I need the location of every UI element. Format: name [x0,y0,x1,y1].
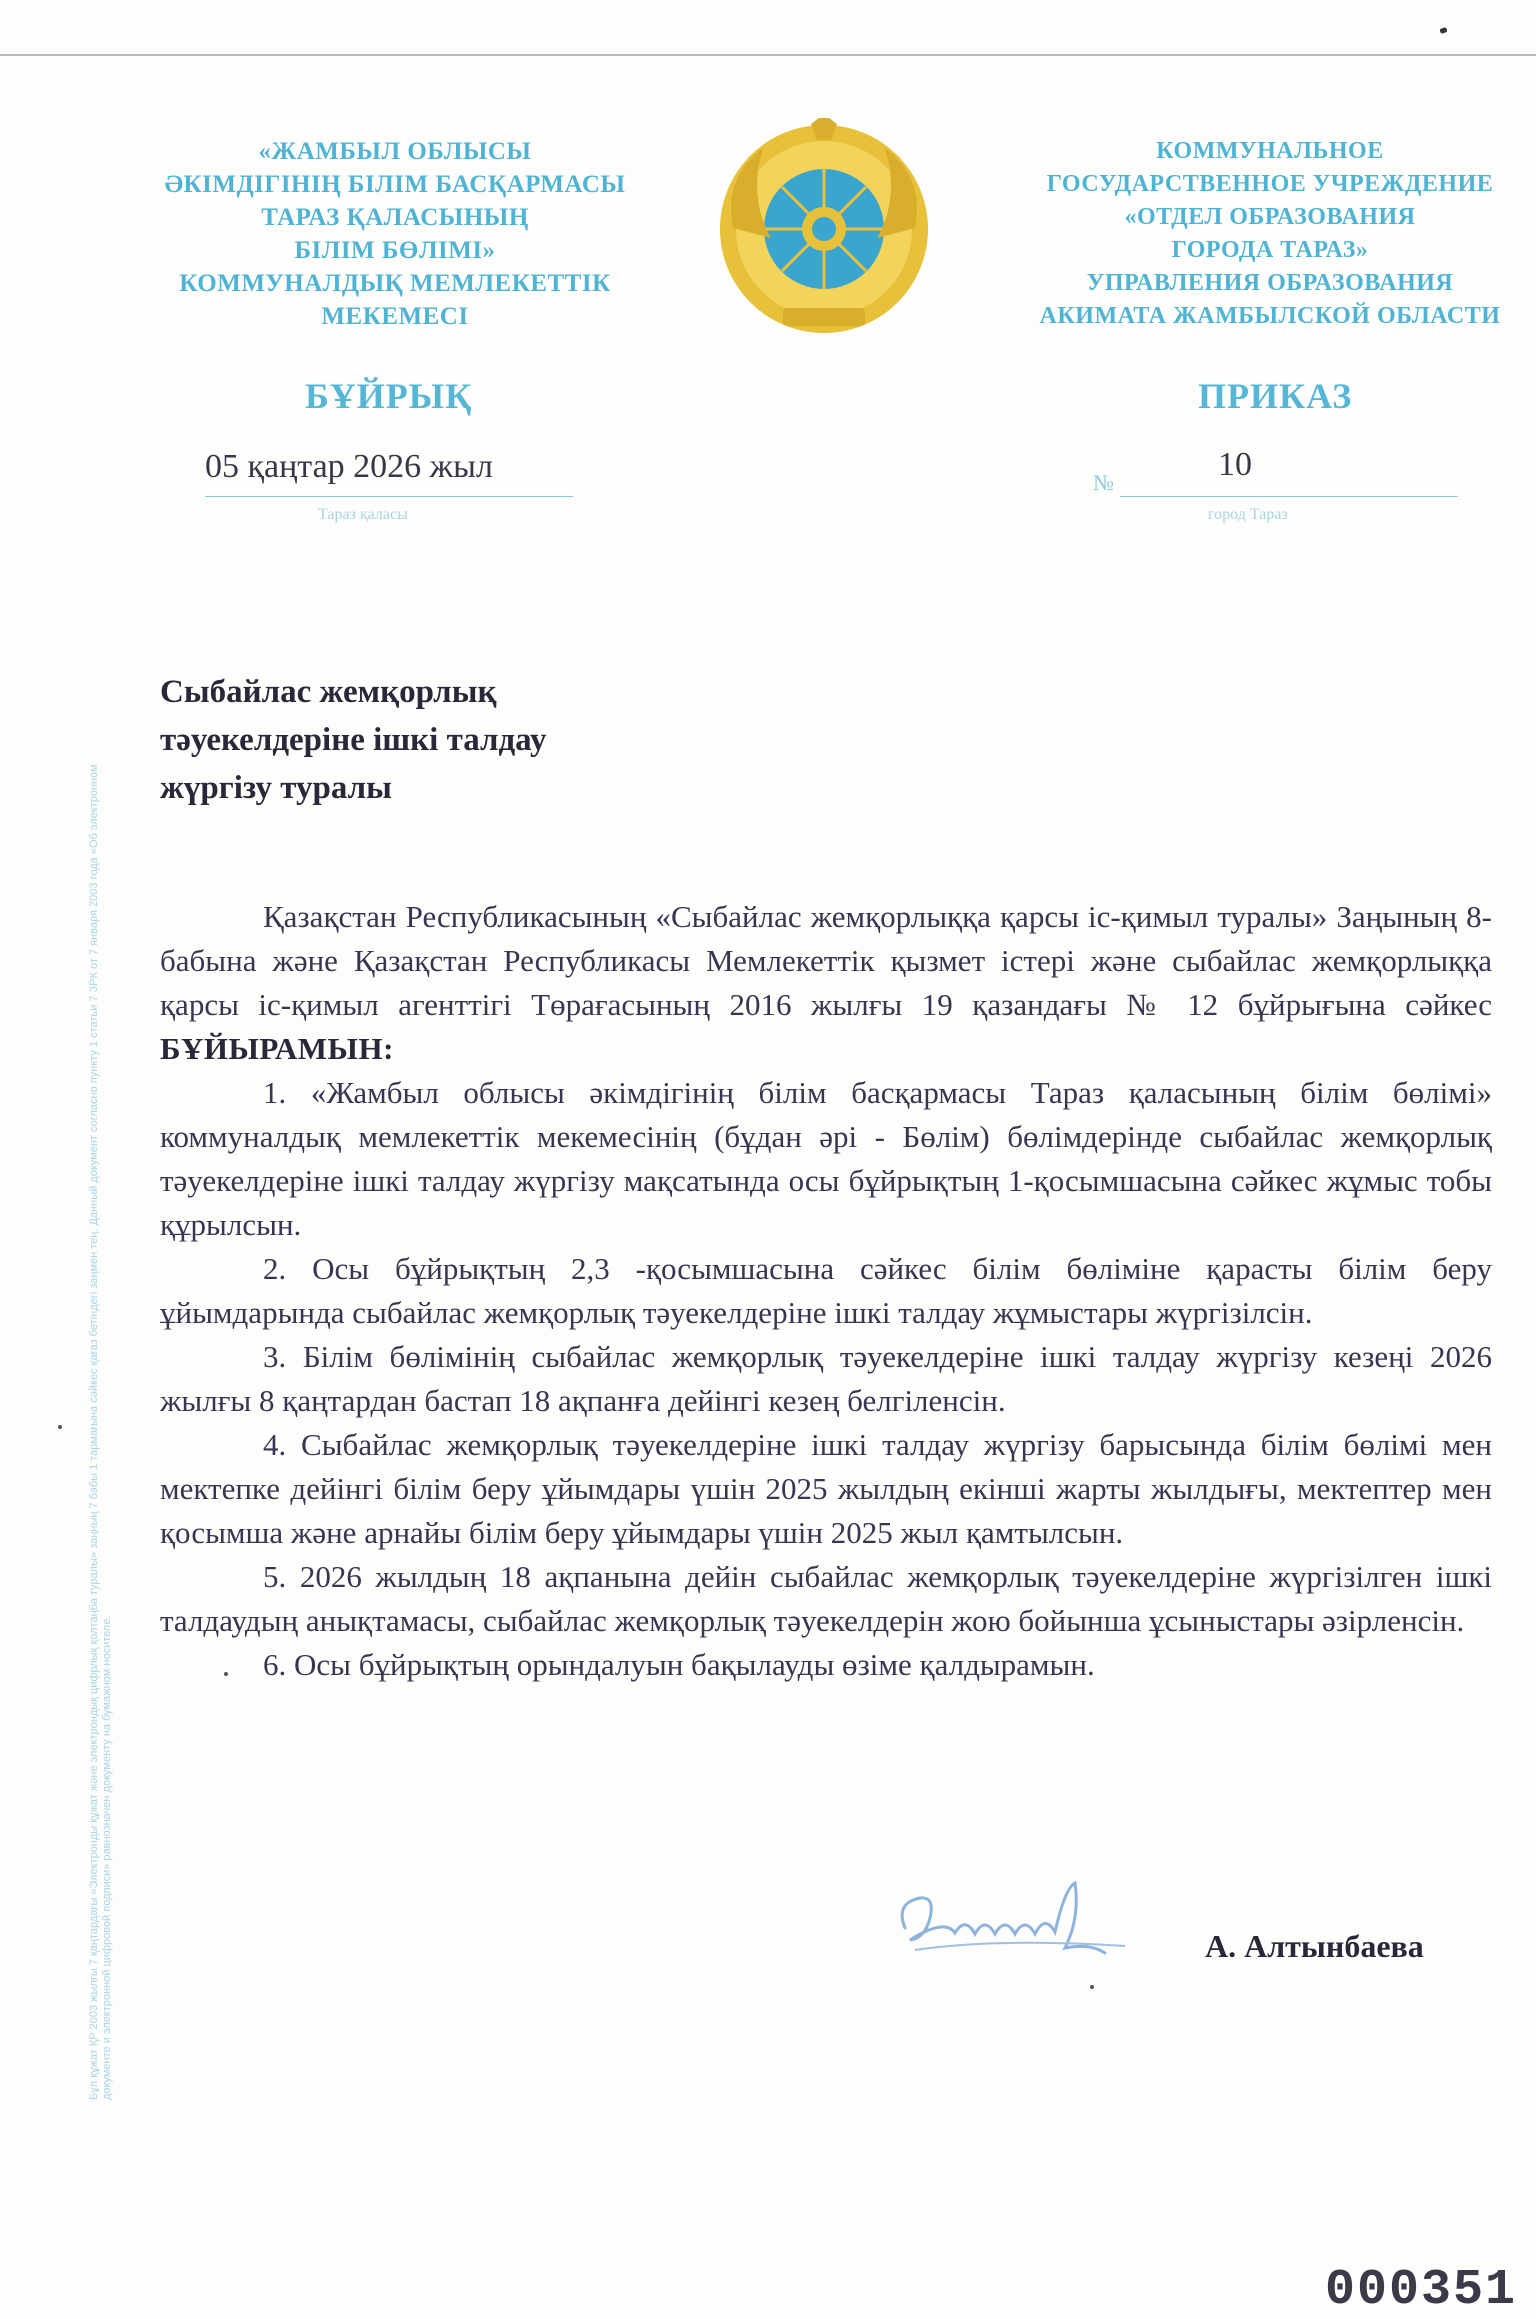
doc-type-ru: ПРИКАЗ [1198,376,1353,416]
header-left-line: ТАРАЗ ҚАЛАСЫНЫҢ [261,204,529,231]
subject-line: жүргізу туралы [160,770,392,806]
doc-type-kz: БҰЙРЫҚ [305,376,473,416]
header-right-line: КОММУНАЛЬНОЕ [1156,138,1384,164]
order-date: 05 қаңтар 2026 жыл [205,448,493,485]
scan-speck [1439,27,1447,34]
preamble-paragraph [160,895,1492,1071]
margin-legal-note: Бұл құжат ҚР 2003 жылғы 7 қаңтардағы «Электронды құжат және электрондық цифрлық қолтаңба туралы» заңның 7 бабы 1 тармағына сәйкес қағаз бетіндегі заңмен тең. Данный документ согласно пункту 1 статьи 7 ЗРК от 7 января 2003 года «Об электронном документе и электронной цифровой подписи» равнозначен документу на бумажном носителе. [88,764,113,2100]
subject-line: Сыбайлас жемқорлық [160,674,497,710]
header-left-line: КОММУНАЛДЫҚ МЕМЛЕКЕТТІК [179,270,611,297]
order-item: 1. «Жамбыл облысы әкімдігінің білім басқармасы Тараз қаласының білім бөлімі» коммуналдық мемлекеттік мекемесінің (бұдан әрі - Бөлім) бөлімдерінде сыбайлас жемқорлық тәуекелдеріне ішкі талдау жүргізу мақсатында осы бұйрықтың 1-қосымшасына сәйкес жұмыс тобы құрылсын. [160,1075,1492,1242]
header-right-line: ГОСУДАРСТВЕННОЕ УЧРЕЖДЕНИЕ [1046,171,1494,197]
header-left-line: БІЛІМ БӨЛІМІ» [294,237,496,264]
order-body [160,895,1492,1687]
state-emblem-icon [713,118,935,340]
handwritten-signature [875,1858,1155,1998]
header-right-line: УПРАВЛЕНИЯ ОБРАЗОВАНИЯ [1086,270,1454,296]
scan-dot [58,1425,62,1429]
scan-dot [224,1672,228,1676]
order-item: 3. Білім бөлімінің сыбайлас жемқорлық тәуекелдеріне ішкі талдау жүргізу кезеңі 2026 жылғы 8 қаңтардан бастап 18 ақпанға дейінгі кезең белгіленсін. [160,1339,1492,1418]
number-label: № [1093,470,1114,495]
order-word: БҰЙЫРАМЫН: [160,1031,394,1066]
place-ru: город Тараз [1208,506,1288,523]
order-item: 2. Осы бұйрықтың 2,3 -қосымшасына сәйкес білім бөліміне қарасты білім беру ұйымдарында сыбайлас жемқорлық тәуекелдеріне ішкі талдау жұмыстары жүргізілсін. [160,1251,1492,1330]
header-right-line: «ОТДЕЛ ОБРАЗОВАНИЯ [1124,204,1416,230]
order-item: 4. Сыбайлас жемқорлық тәуекелдеріне ішкі талдау жүргізу барысында білім бөлімі мен мектепке дейінгі білім беру ұйымдары үшін 2025 жылдың екінші жарты жылдығы, мектептер мен қосымша және арнайы білім беру ұйымдары үшін 2025 жыл қамтылсын. [160,1427,1492,1550]
scan-dot [1090,1985,1094,1989]
header-left-kz [130,135,660,333]
date-underline [205,496,573,497]
place-kz: Тараз қаласы [318,506,408,523]
order-subject [160,668,547,812]
preamble-text: Қазақстан Республикасының «Сыбайлас жемқорлыққа қарсы іс-қимыл туралы» Заңының 8-бабына және Қазақстан Республикасы Мемлекеттік қызмет істері және сыбайлас жемқорлыққа қарсы іс-қимыл агенттігі Төрағасының 2016 жылғы 19 қазандағы № 12 бұйрығына сәйкес [160,899,1492,1022]
header-right-line: АКИМАТА ЖАМБЫЛСКОЙ ОБЛАСТИ [1039,303,1501,329]
number-underline [1120,496,1458,497]
signer-name: А. Алтынбаева [1205,1928,1424,1964]
serial-number: 000351 [1325,2262,1518,2319]
header-right-line: ГОРОДА ТАРАЗ» [1171,237,1369,263]
header-right-ru [1000,135,1536,333]
subject-line: тәуекелдеріне ішкі талдау [160,722,547,758]
header-left-line: ӘКІМДІГІНІҢ БІЛІМ БАСҚАРМАСЫ [164,171,626,198]
order-item: 5. 2026 жылдың 18 ақпанына дейін сыбайлас жемқорлық тәуекелдеріне жүргізілген ішкі талдаудың анықтамасы, сыбайлас жемқорлық тәуекелдерін жою бойынша ұсыныстары әзірленсін. [160,1559,1492,1638]
order-item: 6. Осы бұйрықтың орындалуын бақылауды өзіме қалдырамын. [263,1647,1095,1682]
scan-top-rule [0,54,1536,56]
order-number: 10 [1218,446,1252,483]
header-left-line: МЕКЕМЕСІ [321,303,469,330]
header-left-line: «ЖАМБЫЛ ОБЛЫСЫ [258,138,532,165]
